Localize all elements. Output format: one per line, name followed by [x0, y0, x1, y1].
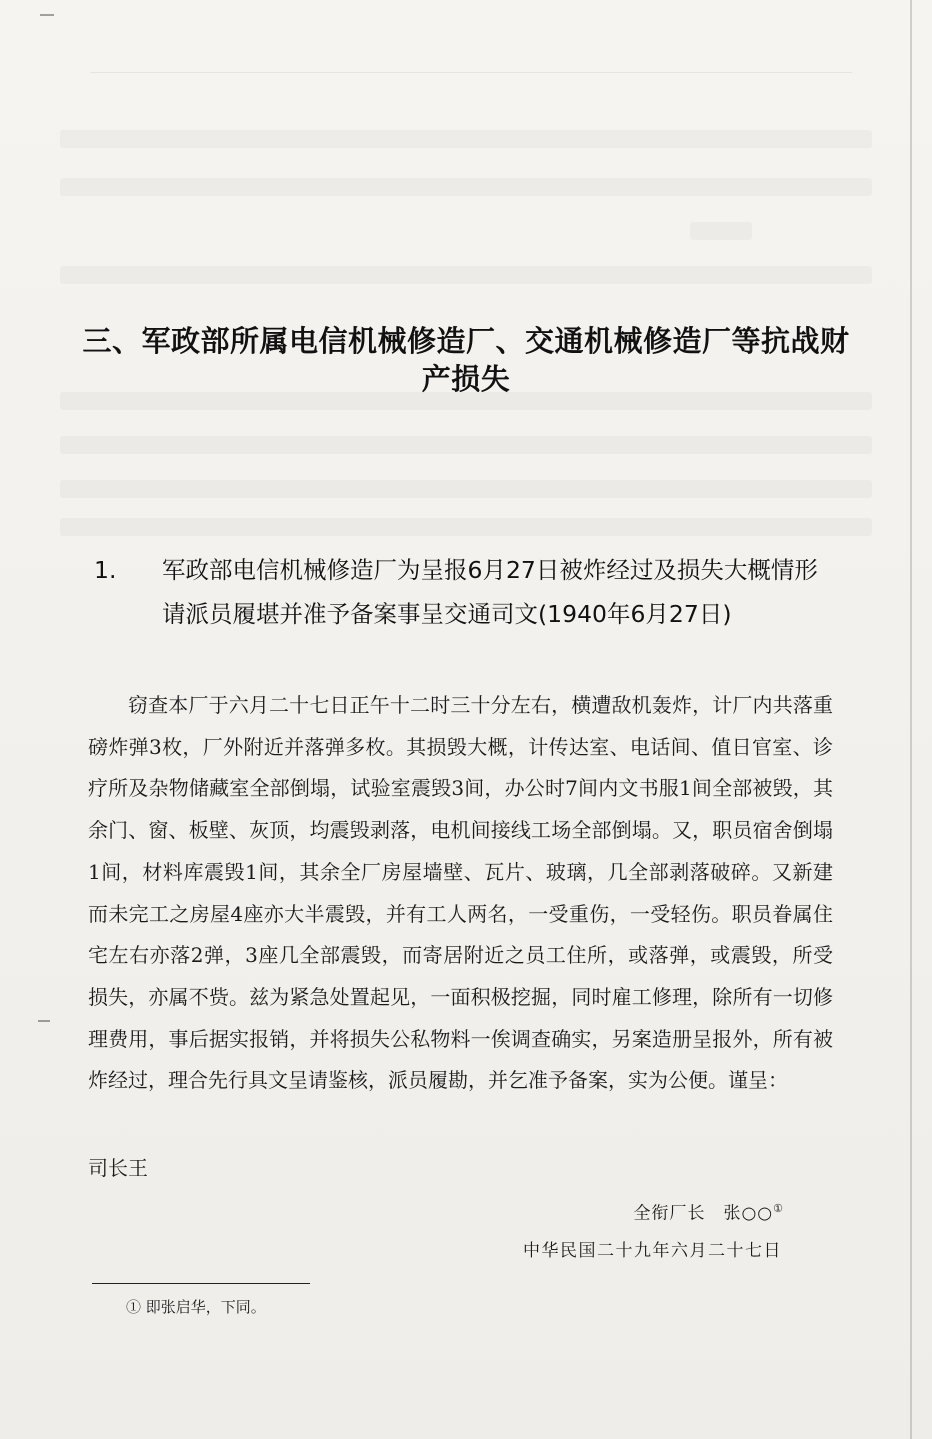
document-date: 中华民国二十九年六月二十七日: [523, 1241, 782, 1261]
footnote-divider: [92, 1283, 310, 1284]
signer-name: 全衔厂长 张○○: [633, 1203, 774, 1224]
page-edge-line: [910, 0, 912, 1439]
section-title: 三、军政部所属电信机械修造厂、交通机械修造厂等抗战财产损失: [82, 324, 850, 396]
scan-mark: [38, 1020, 50, 1022]
scan-mark: [40, 14, 54, 16]
running-header-bleed: [90, 54, 852, 73]
bleed-through-line: [60, 518, 872, 536]
document-body: 窃查本厂于六月二十七日正午十二时三十分左右，横遭敌机轰炸，计厂内共落重磅炸弹3枚，厂外附近并落弹多枚。其损毁大概，计传达室、电话间、值日官室、诊疗所及杂物储藏室全部倒塌，试验室震毁3间，办公时7间内文书服1间全部被毁，其余门、窗、板壁、灰顶，均震毁剥落，电机间接线工场全部倒塌。又，职员宿舍倒塌1间，材料库震毁1间，其余全厂房屋墙壁、瓦片、玻璃，几全部剥落破碎。又新建而未完工之房屋4座亦大半震毁，并有工人两名，一受重伤，一受轻伤。职员眷属住宅左右亦落2弹，3座几全部震毁，而寄居附近之员工住所，或落弹，或震毁，所受损失，亦属不赀。兹为紧急处置起见，一面积极挖掘，同时雇工修理，除所有一切修理费用，事后据实报销，并将损失公私物料一俟调查确实，另案造册呈报外，所有被炸经过，理合先行具文呈请鉴核，派员履勘，并乞准予备案，实为公便。谨呈：: [88, 693, 833, 1093]
bleed-through-line: [690, 222, 752, 240]
bleed-through-line: [60, 178, 872, 196]
bleed-through-line: [60, 436, 872, 454]
document-title-text: 军政部电信机械修造厂为呈报6月27日被炸经过及损失大概情形请派员履堪并准予备案事呈交通司文(1940年6月27日): [162, 556, 818, 628]
document-title: [94, 548, 828, 636]
footnote-reference: ①: [773, 1202, 784, 1215]
salutation: 司长王: [88, 1156, 148, 1180]
document-number: 1.: [94, 556, 117, 584]
bleed-through-line: [60, 130, 872, 148]
bleed-through-line: [60, 266, 872, 284]
signer-line: [633, 1192, 784, 1231]
footnote: ① 即张启华，下同。: [126, 1298, 266, 1316]
bleed-through-line: [60, 480, 872, 498]
